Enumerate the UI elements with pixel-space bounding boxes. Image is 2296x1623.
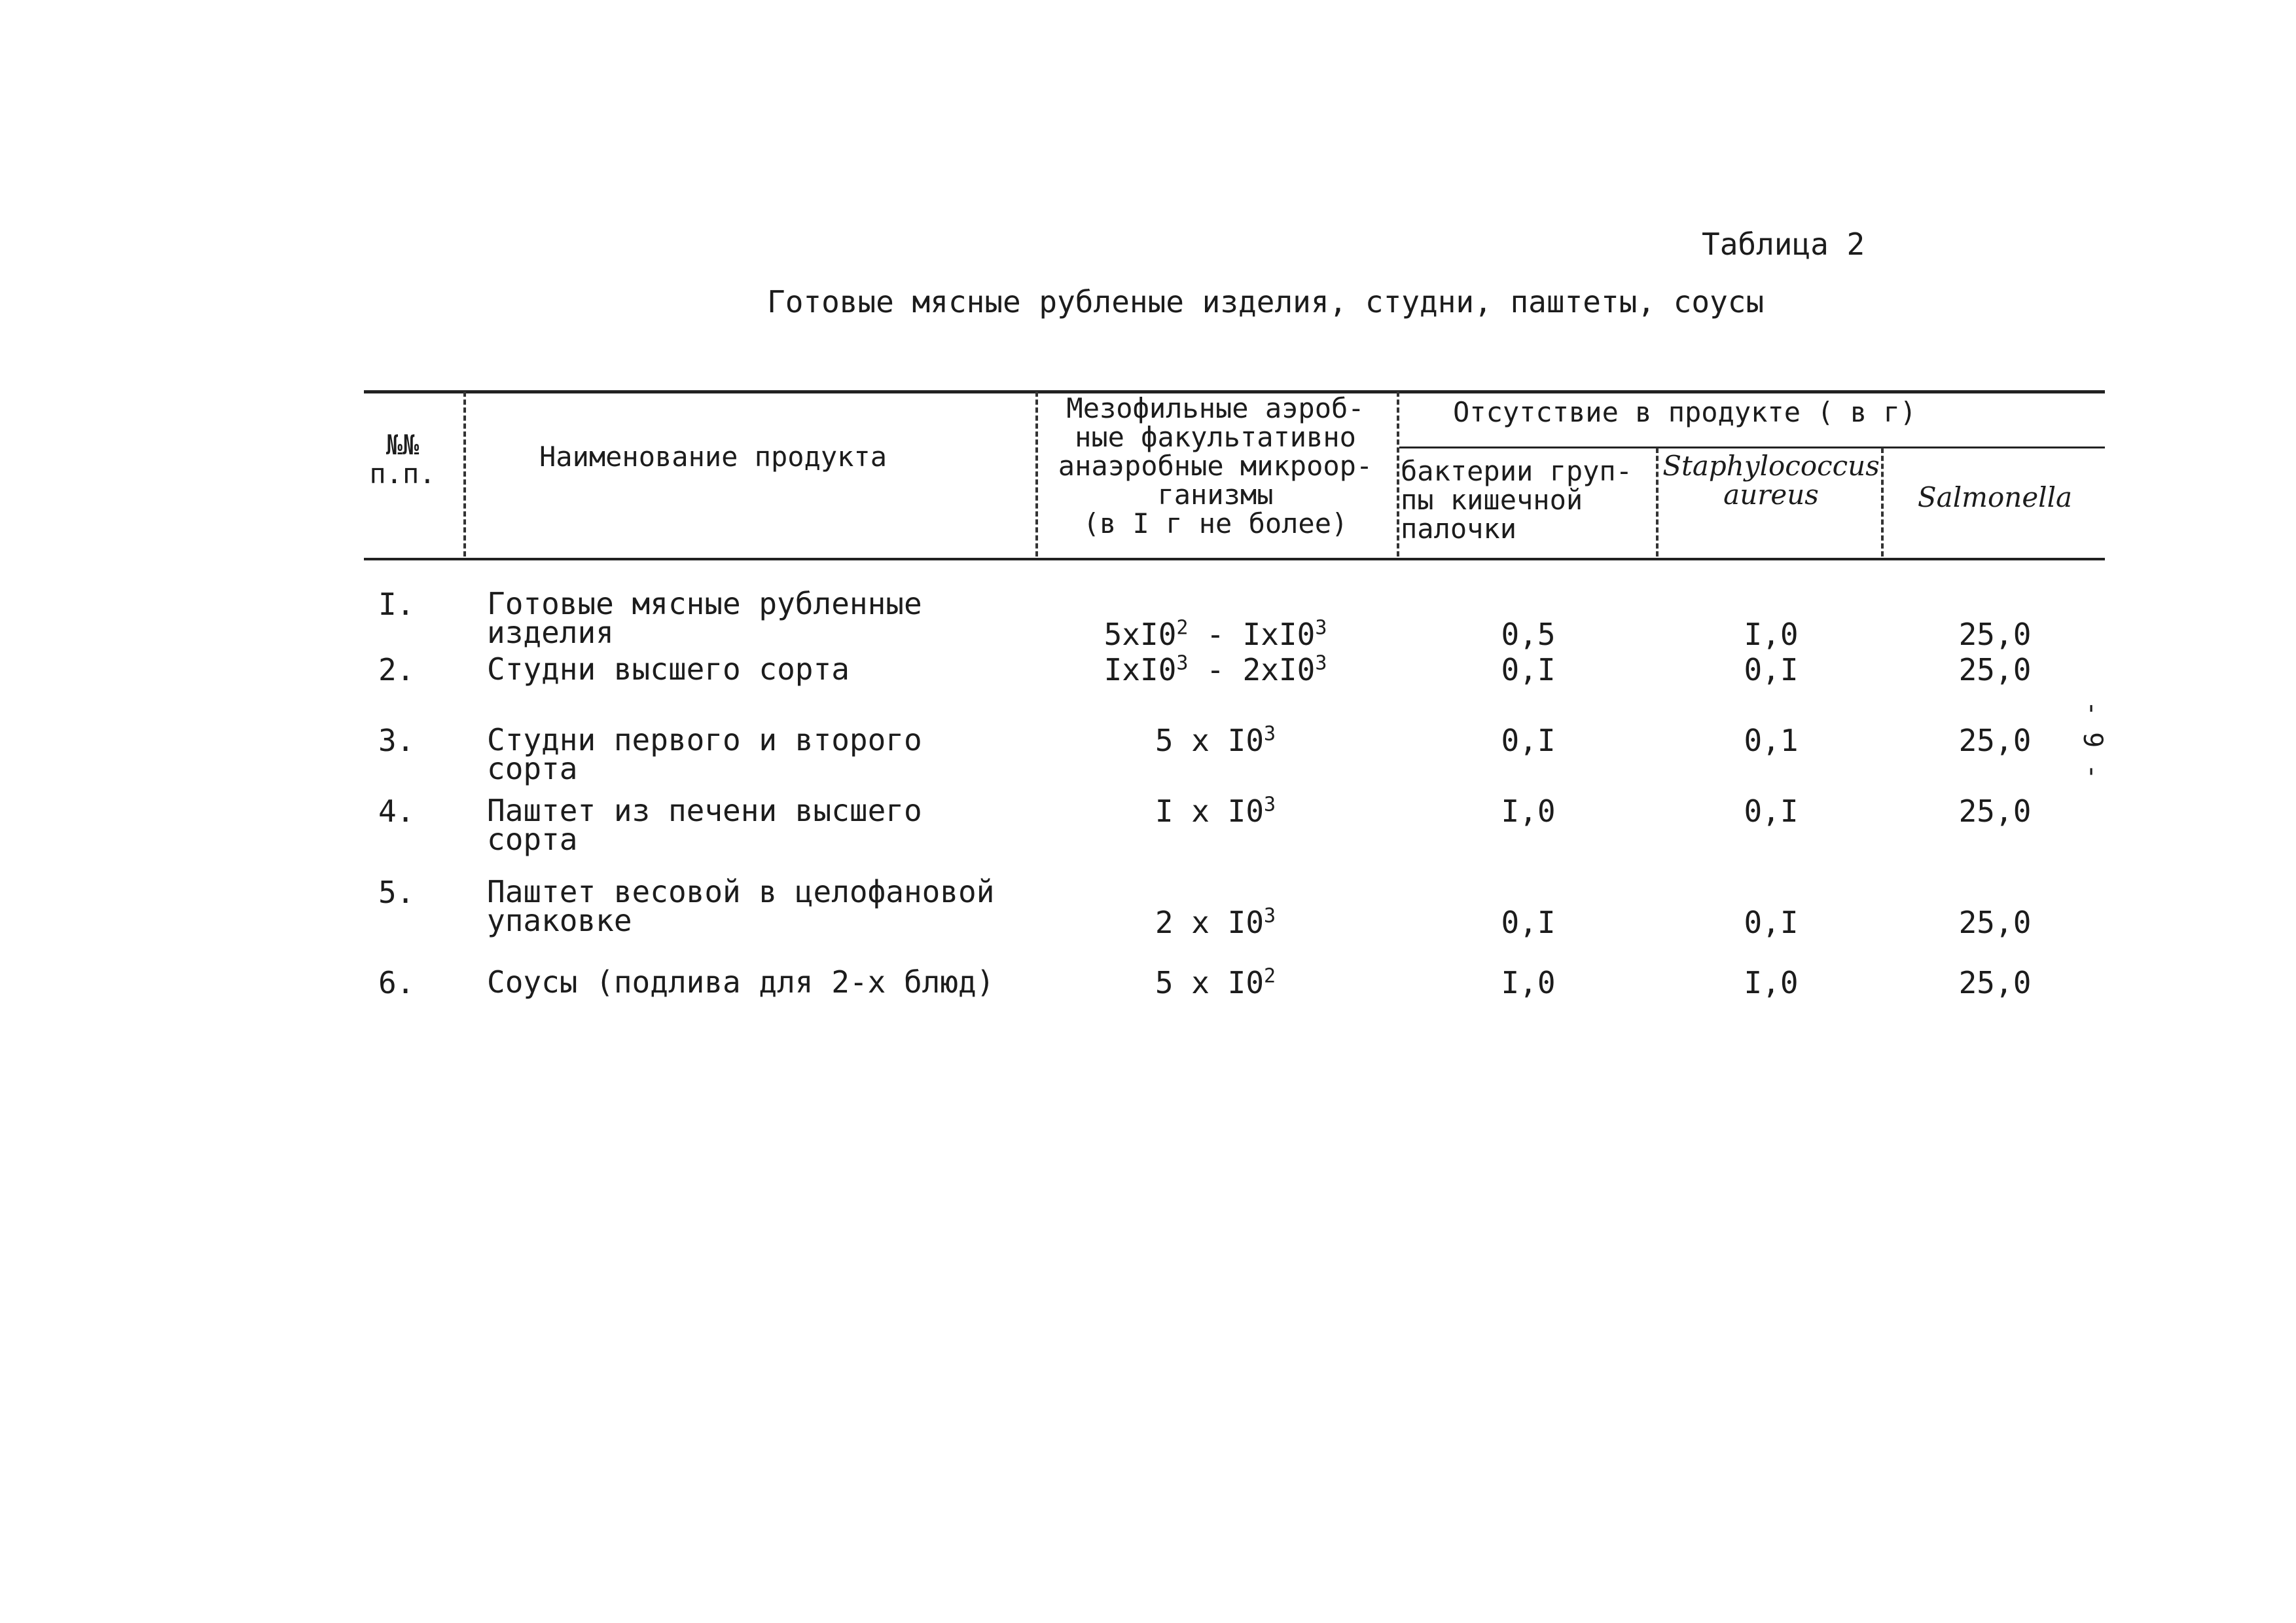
row-number: 4. [378, 793, 415, 829]
meso-base-a: I x I0 [1155, 793, 1265, 829]
meso-exp-a: 3 [1264, 722, 1276, 746]
column-divider [1656, 448, 1659, 556]
row-product-name: Студни высшего сорта [487, 651, 850, 687]
row-number: 5. [378, 875, 415, 910]
row-number: 2. [378, 652, 415, 687]
row-salmonella: 25,0 [1958, 793, 2032, 829]
meso-base-a: 5 x I0 [1155, 965, 1265, 1000]
row-staphylococcus: I,0 [1744, 965, 1799, 1000]
row-product-name: Паштет весовой в целофановой упаковке [487, 874, 995, 938]
row-coliform: 0,I [1501, 652, 1556, 687]
row-coliform: I,0 [1501, 793, 1556, 829]
meso-base-b: 2xI0 [1242, 652, 1316, 687]
row-staphylococcus: 0,I [1744, 652, 1799, 687]
header-absence: Отсутствие в продукте ( в г) [1453, 396, 1917, 428]
header-meso-line: анаэробные микроор- [1058, 450, 1373, 482]
row-salmonella: 25,0 [1958, 652, 2032, 687]
row-coliform: 0,I [1501, 723, 1556, 758]
meso-base-a: 5 x I0 [1155, 723, 1265, 758]
row-mesophilic-count [1037, 793, 1394, 829]
row-product-name: Соусы (подлива для 2-х блюд) [487, 964, 995, 1000]
meso-base-a: 5xI0 [1103, 617, 1177, 652]
meso-exp-a: 2 [1264, 964, 1276, 988]
table-title: Готовые мясные рубленые изделия, студни, паштеты, соусы [767, 284, 1765, 319]
row-product-name: Готовые мясные рубленные изделия [487, 586, 922, 650]
header-staph-line: Staphylococcus [1662, 450, 1880, 482]
row-staphylococcus: 0,I [1744, 905, 1799, 940]
row-mesophilic-count [1037, 651, 1394, 687]
header-meso-line: (в I г не более) [1083, 507, 1348, 539]
header-staph-line: aureus [1723, 479, 1819, 511]
meso-base-a: IxI0 [1103, 652, 1177, 687]
header-coli-line: пы кишечной [1401, 484, 1583, 516]
header-salmonella: Salmonella [1917, 481, 2073, 513]
header-meso-line: ные факультативно [1075, 421, 1356, 453]
header-coli-line: палочки [1401, 513, 1517, 545]
header-meso-line: ганизмы [1157, 479, 1274, 511]
header-product-name: Наименование продукта [539, 441, 888, 473]
row-mesophilic-count [1037, 616, 1394, 652]
header-coli-line: бактерии груп- [1401, 455, 1633, 487]
page-number: - 9 - [2077, 701, 2108, 780]
header-staphylococcus [1660, 452, 1882, 509]
row-number: I. [378, 587, 415, 622]
table-label: Таблица 2 [1702, 227, 1865, 262]
header-num-line: п.п. [369, 458, 436, 490]
row-staphylococcus: 0,1 [1744, 723, 1799, 758]
row-mesophilic-count [1037, 722, 1394, 758]
header-bottom-rule [364, 558, 2105, 560]
row-number: 3. [378, 723, 415, 758]
header-mesophilic [1037, 394, 1394, 538]
row-staphylococcus: I,0 [1744, 617, 1799, 652]
row-coliform: I,0 [1501, 965, 1556, 1000]
meso-exp-a: 3 [1264, 793, 1276, 816]
row-mesophilic-count [1037, 964, 1394, 1000]
header-meso-line: Мезофильные аэроб- [1066, 392, 1365, 424]
row-coliform: 0,I [1501, 905, 1556, 940]
meso-base-a: 2 x I0 [1155, 905, 1265, 940]
meso-exp-b: 3 [1315, 616, 1327, 640]
header-num-line: №№ [386, 429, 420, 461]
row-salmonella: 25,0 [1958, 905, 2032, 940]
row-salmonella: 25,0 [1958, 965, 2032, 1000]
row-salmonella: 25,0 [1958, 723, 2032, 758]
row-coliform: 0,5 [1501, 617, 1556, 652]
column-divider [463, 392, 466, 556]
row-product-name: Студни первого и второго сорта [487, 722, 922, 786]
header-num [367, 431, 439, 488]
row-number: 6. [378, 965, 415, 1000]
header-sub-rule [1399, 447, 2105, 448]
row-mesophilic-count [1037, 904, 1394, 940]
row-product-name: Паштет из печени высшего сорта [487, 793, 922, 857]
meso-exp-a: 3 [1264, 904, 1276, 928]
meso-exp-a: 3 [1176, 651, 1189, 675]
meso-exp-b: 3 [1315, 651, 1327, 675]
meso-separator: - [1188, 617, 1243, 652]
row-salmonella: 25,0 [1958, 617, 2032, 652]
meso-exp-a: 2 [1176, 616, 1189, 640]
meso-base-b: IxI0 [1242, 617, 1316, 652]
row-staphylococcus: 0,I [1744, 793, 1799, 829]
meso-separator: - [1188, 652, 1243, 687]
header-coliform [1401, 457, 1656, 543]
column-divider [1397, 392, 1399, 556]
